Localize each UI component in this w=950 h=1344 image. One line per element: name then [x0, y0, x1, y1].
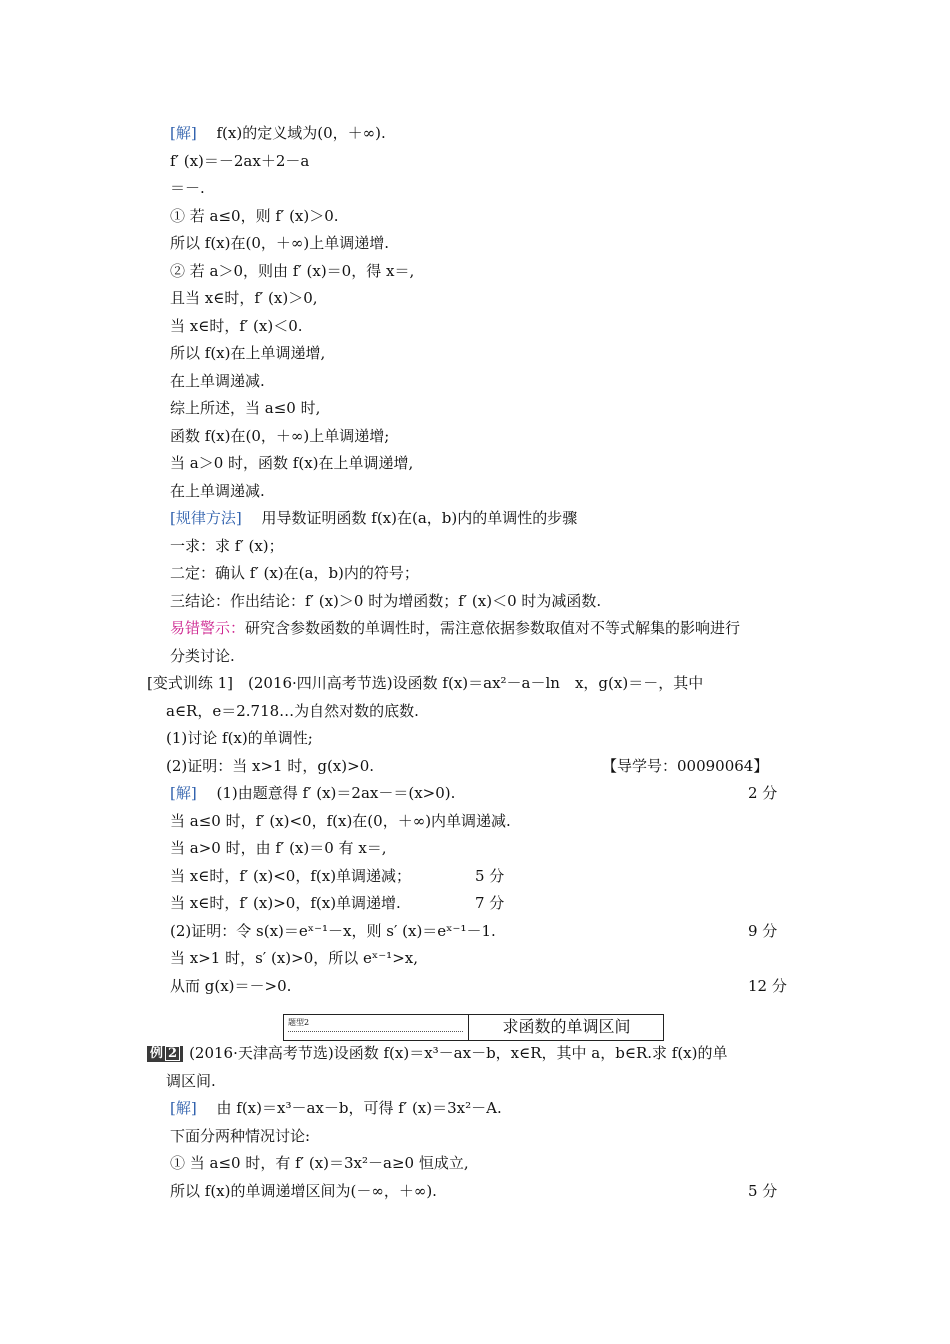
- variant-line-2: a∈R，e＝2.718…为自然对数的底数.: [166, 702, 419, 720]
- solution-line-6: ② 若 a＞0，则由 f′ (x)＝0，得 x＝,: [170, 262, 415, 280]
- guide-number: 【导学号：00090064】: [602, 757, 769, 775]
- example-number: 2: [165, 1046, 180, 1061]
- example-badge: 例 2: [147, 1046, 183, 1062]
- variant-sol-7: 当 x>1 时，s′ (x)>0，所以 eˣ⁻¹>x,: [170, 949, 418, 967]
- solution-line-8: 当 x∈时，f′ (x)＜0.: [170, 317, 303, 335]
- solution-line-7: 且当 x∈时，f′ (x)＞0,: [170, 289, 318, 307]
- example2-sol-4: 所以 f(x)的单调递增区间为(－∞，＋∞).: [170, 1182, 437, 1200]
- solution-line-10: 在上单调递减.: [170, 372, 265, 390]
- variant-header: [变式训练 1] (2016·四川高考节选)设函数 f(x)＝ax²－a－ln x，g(x)＝－，其中: [147, 674, 704, 692]
- solution-line-13: 当 a＞0 时，函数 f(x)在上单调递增,: [170, 454, 414, 472]
- variant-q1: (1)讨论 f(x)的单调性;: [166, 729, 313, 747]
- variant-sol-4: 当 x∈时，f′ (x)<0，f(x)单调递减；: [170, 867, 412, 885]
- variant-sol-3: 当 a>0 时，由 f′ (x)＝0 有 x＝,: [170, 839, 387, 857]
- method-step-2: 二定：确认 f′ (x)在(a，b)内的符号；: [170, 564, 419, 582]
- example2-line-1: 例 2 (2016·天津高考节选)设函数 f(x)＝x³－ax－b，x∈R，其中 a，b∈R.求 f(x)的单: [147, 1043, 728, 1063]
- topic-title: 求函数的单调区间: [502, 1017, 631, 1036]
- warning-line-2: 分类讨论.: [170, 647, 235, 665]
- solution-line-2: f′ (x)＝－2ax＋2－a: [170, 152, 310, 170]
- variant-sol-1: [解] (1)由题意得 f′ (x)＝2ax－＝(x>0).: [170, 784, 456, 802]
- variant-sol-5: 当 x∈时，f′ (x)>0，f(x)单调递增.: [170, 894, 401, 912]
- variant-sol-8: 从而 g(x)＝－>0.: [170, 977, 292, 995]
- warning-tag: 易错警示：: [170, 619, 246, 637]
- example2-sol-1: [解] 由 f(x)＝x³－ax－b，可得 f′ (x)＝3x²－A.: [170, 1099, 502, 1117]
- method-title: [规律方法] 用导数证明函数 f(x)在(a，b)内的单调性的步骤: [170, 509, 578, 527]
- solution-tag: [解]: [170, 124, 197, 142]
- solution-line-12: 函数 f(x)在(0，＋∞)上单调递增;: [170, 427, 390, 445]
- method-step-3: 三结论：作出结论：f′ (x)＞0 时为增函数；f′ (x)＜0 时为减函数.: [170, 592, 602, 610]
- score: 7 分: [475, 894, 505, 912]
- example2-sol-2: 下面分两种情况讨论:: [170, 1127, 311, 1145]
- solution-line-3: ＝－.: [170, 179, 205, 197]
- variant-q2: (2)证明：当 x>1 时，g(x)>0.: [166, 757, 375, 775]
- score: 5 分: [748, 1182, 778, 1200]
- variant-sol-6: (2)证明：令 s(x)＝eˣ⁻¹－x，则 s′ (x)＝eˣ⁻¹－1.: [170, 922, 496, 940]
- method-step-1: 一求：求 f′ (x)；: [170, 537, 284, 555]
- example2-solution-tag: [解]: [170, 1099, 197, 1117]
- topic-tag: 题型2: [288, 1018, 310, 1027]
- method-tag: [规律方法]: [170, 509, 242, 527]
- solution-line-11: 综上所述，当 a≤0 时,: [170, 399, 321, 417]
- topic-dotted-line: [288, 1031, 463, 1032]
- solution-line-14: 在上单调递减.: [170, 482, 265, 500]
- solution-line-1: [解] f(x)的定义域为(0，＋∞).: [170, 124, 386, 142]
- topic-heading-box: [283, 1014, 664, 1041]
- variant-sol-2: 当 a≤0 时，f′ (x)<0，f(x)在(0，＋∞)内单调递减.: [170, 812, 511, 830]
- topic-divider: [468, 1015, 469, 1040]
- score: 5 分: [475, 867, 505, 885]
- solution-line-5: 所以 f(x)在(0，＋∞)上单调递增.: [170, 234, 389, 252]
- example2-sol-3: ① 当 a≤0 时，有 f′ (x)＝3x²－a≥0 恒成立,: [170, 1154, 469, 1172]
- solution-line-9: 所以 f(x)在上单调递增,: [170, 344, 326, 362]
- score: 2 分: [748, 784, 778, 802]
- variant-solution-tag: [解]: [170, 784, 197, 802]
- example2-line-2: 调区间.: [166, 1072, 216, 1090]
- warning-line-1: 易错警示：研究含参数函数的单调性时，需注意依据参数取值对不等式解集的影响进行: [170, 619, 741, 637]
- score: 12 分: [748, 977, 787, 995]
- solution-line-4: ① 若 a≤0，则 f′ (x)＞0.: [170, 207, 339, 225]
- score: 9 分: [748, 922, 778, 940]
